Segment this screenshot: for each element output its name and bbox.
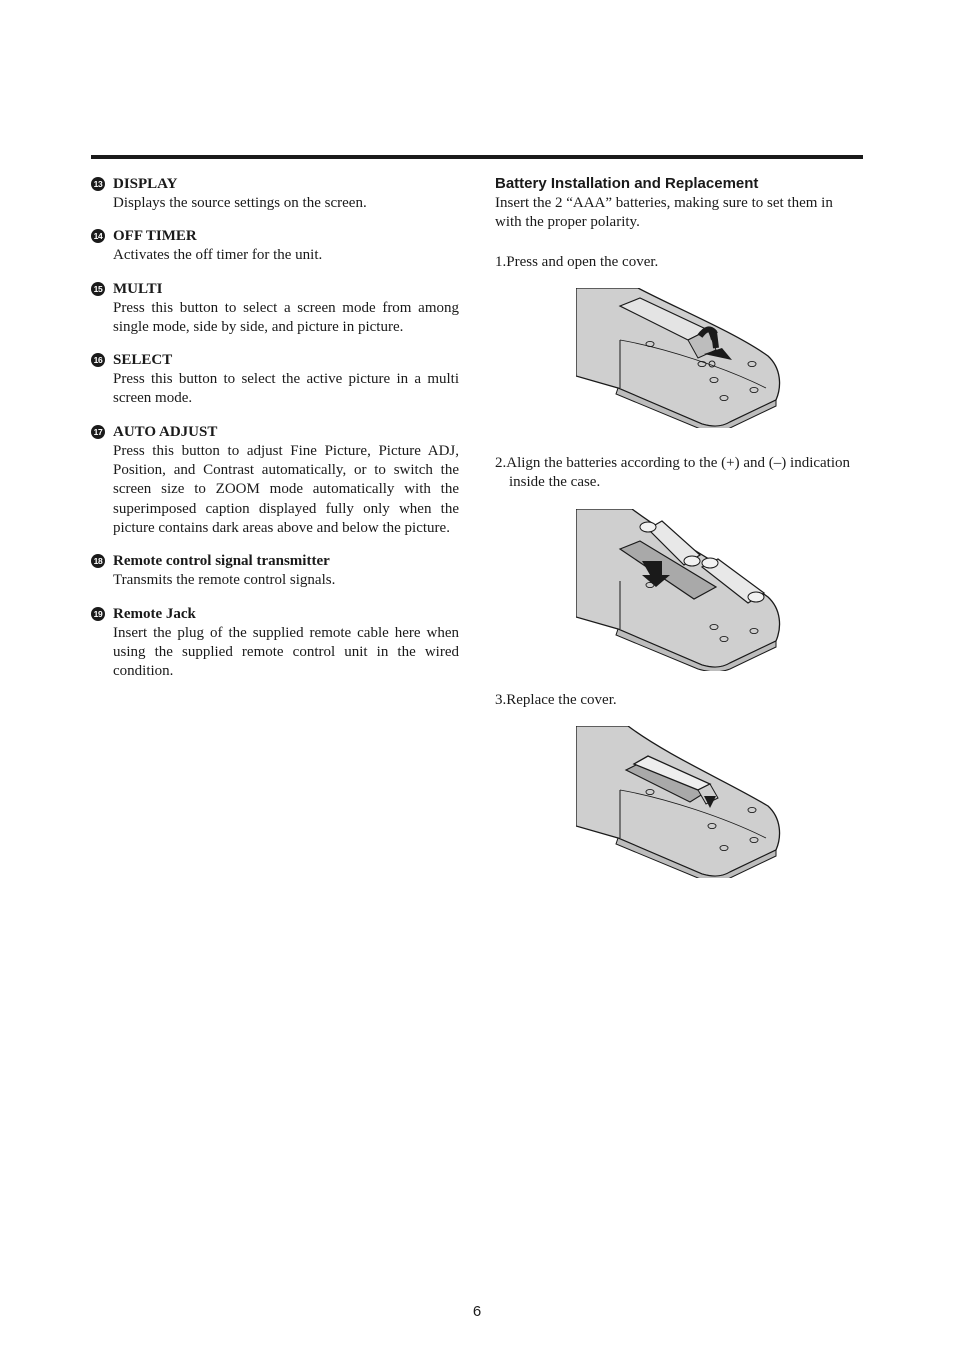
- item-description: Press this button to select the active picture in a multi screen mode.: [113, 371, 459, 407]
- item-title: OFF TIMER: [113, 228, 197, 245]
- step-1-text: 1.Press and open the cover.: [495, 254, 659, 270]
- remote-open-cover-illustration: [576, 288, 782, 428]
- item-title: Remote Jack: [113, 605, 196, 622]
- number-badge: 14: [91, 229, 105, 243]
- remote-insert-batteries-illustration: [576, 509, 782, 671]
- item-title: DISPLAY: [113, 176, 178, 192]
- item-auto-adjust: [91, 422, 459, 538]
- remote-replace-cover-illustration: [576, 726, 782, 878]
- battery-intro: Insert the 2 “AAA” batteries, making sure to set them in with the proper polarity.: [495, 195, 833, 231]
- item-title: Remote control signal transmitter: [113, 553, 330, 570]
- item-description: Displays the source settings on the screen.: [113, 195, 367, 211]
- item-description: Press this button to adjust Fine Picture, Picture ADJ, Position, and Contrast automatically, or to switch the screen size to ZOOM mode automatically with the superimposed caption displayed fully only when the picture contains dark areas above and below the picture.: [113, 442, 459, 536]
- section-title: Battery Installation and Replacement: [495, 175, 759, 192]
- number-badge: 13: [91, 177, 105, 191]
- item-off-timer: [91, 226, 459, 265]
- number-badge: 17: [91, 425, 105, 439]
- item-title: AUTO ADJUST: [113, 423, 218, 440]
- item-description: Insert the plug of the supplied remote cable here when using the supplied remote control unit in the wired condition.: [113, 624, 459, 680]
- step-3-text: 3.Replace the cover.: [495, 692, 617, 708]
- number-badge: 16: [91, 353, 105, 367]
- page-number: 6: [472, 1303, 482, 1320]
- item-description: Press this button to select a screen mode from among single mode, side by side, and picture in picture.: [113, 299, 459, 335]
- number-badge: 15: [91, 282, 105, 296]
- item-description: Activates the off timer for the unit.: [113, 247, 323, 264]
- button-descriptions: [91, 174, 459, 694]
- item-remote-jack: [91, 604, 459, 682]
- item-select: [91, 350, 459, 409]
- item-title: SELECT: [113, 352, 173, 369]
- item-description: Transmits the remote control signals.: [113, 572, 336, 589]
- item-multi: [91, 279, 459, 338]
- number-badge: 18: [91, 554, 105, 568]
- item-title: MULTI: [113, 280, 163, 297]
- item-remote-transmitter: [91, 551, 459, 590]
- number-badge: 19: [91, 607, 105, 621]
- battery-section: [495, 174, 863, 233]
- step-2-text: 2.Align the batteries according to the (+) and (–) indication inside the case.: [495, 455, 851, 491]
- top-rule: [91, 155, 863, 159]
- item-display: [91, 174, 459, 213]
